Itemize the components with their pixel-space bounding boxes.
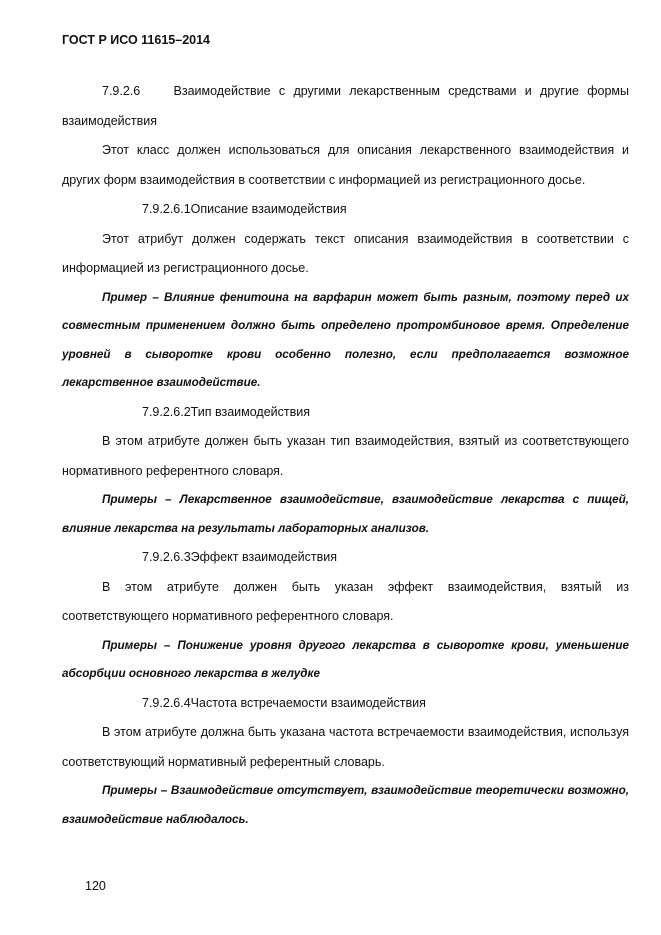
section-heading-7-9-2-6-2 [62,398,629,428]
example-text: Примеры – Понижение уровня другого лекарства в сыворотке крови, уменьшение абсорбции основного лекарства в желудке [62,638,629,680]
section-number: 7.9.2.6.1 [142,202,191,216]
section-heading-7-9-2-6-3 [62,543,629,573]
section-title: Тип взаимодействия [190,404,310,419]
section-number: 7.9.2.6 [102,84,141,98]
paragraph: Этот класс должен использоваться для описания лекарственного взаимодействия и других форм взаимодействия в соответствии с информацией из регистрационного досье. [62,143,629,187]
section-heading-7-9-2-6-1 [62,195,629,225]
section-number: 7.9.2.6.3 [142,550,191,564]
example-text: Примеры – Лекарственное взаимодействие, взаимодействие лекарства с пищей, влияние лекарства на результаты лабораторных анализов. [62,493,629,535]
section-title: Взаимодействие с другими лекарственным средствами и другие формы взаимодействия [62,84,629,128]
example-text: Примеры – Взаимодействие отсутствует, взаимодействие теоретически возможно, взаимодействие наблюдалось. [62,784,629,826]
paragraph: В этом атрибуте должен быть указан эффект взаимодействия, взятый из соответствующего нормативного референтного словаря. [62,579,629,623]
paragraph: Этот атрибут должен содержать текст описания взаимодействия в соответствии с информацией из регистрационного досье. [62,231,629,275]
section-number: 7.9.2.6.2 [142,404,191,419]
section-title: Описание взаимодействия [190,202,347,216]
document-header: ГОСТ Р ИСО 11615–2014 [62,33,211,47]
example-text: Пример – Влияние фенитоина на варфарин может быть разным, поэтому перед их совместным применением должно быть определено протромбиновое время. Определение уровней в сыворотке крови особенно полезно, если предполагается возможное лекарственное взаимодействие. [62,290,629,389]
section-number: 7.9.2.6.4 [142,695,191,710]
section-heading-7-9-2-6 [62,77,629,136]
section-heading-7-9-2-6-4 [62,689,629,719]
paragraph: В этом атрибуте должна быть указана частота встречаемости взаимодействия, используя соответствующий нормативный референтный словарь. [62,725,629,769]
page-number: 120 [85,879,106,893]
section-title: Эффект взаимодействия [190,550,338,564]
section-title: Частота встречаемости взаимодействия [190,695,426,710]
page-content [62,77,629,834]
paragraph: В этом атрибуте должен быть указан тип взаимодействия, взятый из соответствующего нормативного референтного словаря. [62,434,629,478]
